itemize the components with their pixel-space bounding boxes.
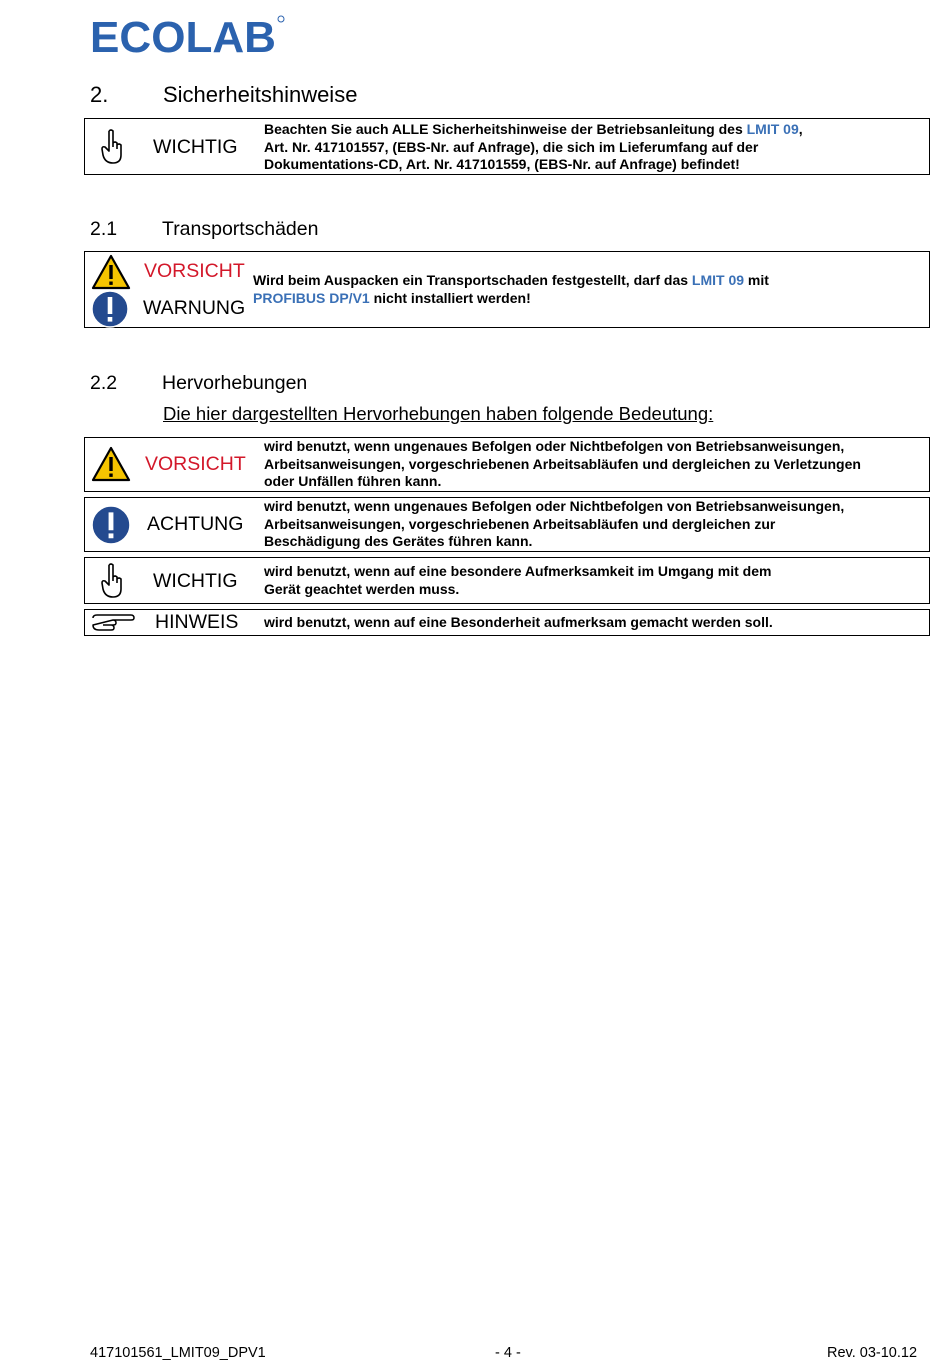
- section-number: 2.: [90, 82, 109, 107]
- vorsicht-definition-text: wird benutzt, wenn ungenaues Befolgen oder Nichtbefolgen von Betriebsanweisungen, Arbeitsanweisungen, vorgeschriebenen Arbeitsabläufen und dergleichen zu Verletzungen oder Unfällen führen kann.: [264, 438, 861, 489]
- pointing-hand-right-icon: [91, 613, 135, 633]
- section-heading: [90, 82, 357, 108]
- mandatory-info-icon: [91, 290, 129, 328]
- footer-revision: Rev. 03-10.12: [827, 1345, 918, 1361]
- warning-triangle-icon: [91, 446, 131, 482]
- transport-text: Wird beim Auspacken ein Transportschaden festgestellt, darf das LMIT 09 mit PROFIBUS DP/V1 nicht installiert werden!: [253, 272, 769, 306]
- ecolab-logo: [90, 14, 286, 56]
- wichtig-definition-text: wird benutzt, wenn auf eine besondere Aufmerksamkeit im Umgang mit dem Gerät geachtet werden muss.: [264, 563, 772, 597]
- achtung-definition-text: wird benutzt, wenn ungenaues Befolgen oder Nichtbefolgen von Betriebsanweisungen, Arbeitsanweisungen, vorgeschriebenen Arbeitsabläufen und dergleichen zur Beschädigung des Gerätes führen kann.: [264, 498, 845, 549]
- svg-text:ECOLAB: ECOLAB: [90, 14, 276, 56]
- hinweis-definition-box: [84, 609, 930, 636]
- highlights-heading: 2.2 Hervorhebungen: [90, 372, 308, 394]
- transport-heading: 2.1 Transportschäden: [90, 218, 319, 240]
- pointing-finger-up-icon: [99, 129, 125, 165]
- footer-page-number: - 4 -: [495, 1345, 521, 1361]
- hinweis-definition-text: wird benutzt, wenn auf eine Besonderheit aufmerksam gemacht werden soll.: [264, 614, 773, 630]
- wichtig-notice-box: [84, 118, 930, 175]
- warning-triangle-icon: [91, 254, 131, 290]
- wichtig-text: Beachten Sie auch ALLE Sicherheitshinweise der Betriebsanleitung des LMIT 09, Art. Nr. 417101557, (EBS-Nr. auf Anfrage), die sich im Lieferumfang auf der Dokumentations-CD, Art. Nr. 417101559, (EBS-Nr. auf Anfrage) befindet!: [264, 121, 803, 172]
- wichtig-label: WICHTIG: [153, 136, 238, 158]
- transport-warning-box: [84, 251, 930, 328]
- highlights-subtitle: Die hier dargestellten Hervorhebungen haben folgende Bedeutung:: [163, 403, 714, 424]
- mandatory-info-icon: [91, 505, 131, 545]
- hinweis-label: HINWEIS: [155, 611, 239, 633]
- vorsicht-label: VORSICHT: [145, 453, 246, 475]
- vorsicht-definition-box: [84, 437, 930, 492]
- footer-doc-id: 417101561_LMIT09_DPV1: [90, 1345, 266, 1361]
- pointing-finger-up-icon: [99, 563, 125, 599]
- achtung-label: ACHTUNG: [147, 513, 244, 535]
- achtung-definition-box: [84, 497, 930, 552]
- section-title: Sicherheitshinweise: [163, 82, 358, 107]
- wichtig-label: WICHTIG: [153, 570, 238, 592]
- wichtig-definition-box: [84, 557, 930, 604]
- vorsicht-label: VORSICHT: [144, 260, 245, 282]
- warnung-label: WARNUNG: [143, 297, 246, 319]
